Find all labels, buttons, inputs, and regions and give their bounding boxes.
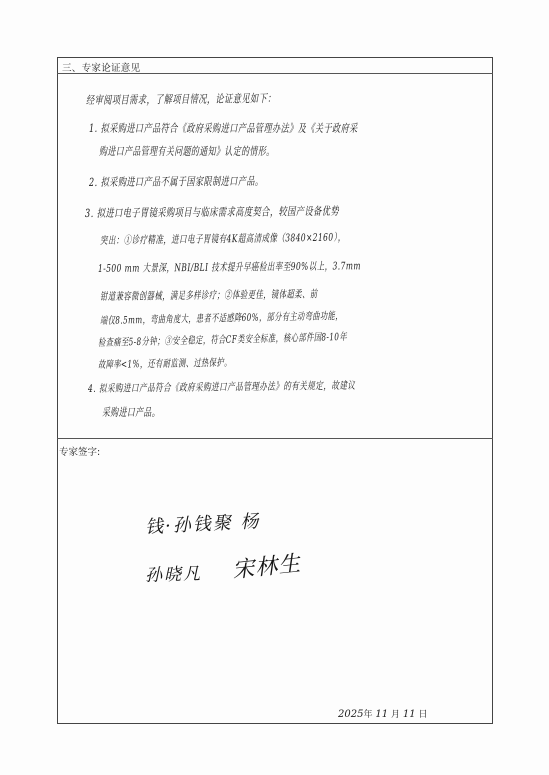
- table-border-right: [492, 57, 493, 724]
- expert-signature-2: 孙晓凡: [144, 564, 203, 586]
- opinion-line: 突出：①诊疗精准，进口电子胃镜有4K超高清成像（3840×2160），: [99, 231, 346, 247]
- opinion-line: 端仅8.5mm，弯曲角度大，患者不适感降60%，部分有主动弯曲功能，: [99, 310, 343, 327]
- opinion-line: 4. 拟采购进口产品符合《政府采购进口产品管理办法》的有关规定，故建议: [87, 379, 356, 395]
- opinion-line: 2. 拟采购进口产品不属于国家限制进口产品。: [88, 174, 264, 189]
- opinion-signature-divider: [57, 438, 493, 439]
- opinion-line: 故障率<1%，还有耐监测、过热保护。: [97, 357, 232, 371]
- date-month-suffix: 月: [390, 710, 400, 720]
- opinion-line: 购进口产品管理有关问题的通知》认定的情形。: [99, 145, 275, 158]
- opinion-line: 3. 拟进口电子胃镜采购项目与临床需求高度契合，较国产设备优势: [84, 204, 340, 220]
- table-border-top: [57, 57, 493, 58]
- expert-signature-1: 钱·孙钱聚 杨: [144, 510, 262, 539]
- expert-signature-3: 宋林生: [231, 551, 303, 584]
- date-year: 2025: [338, 709, 364, 720]
- opinion-line: 经审阅项目需求，了解项目情况，论证意见如下：: [85, 92, 276, 107]
- opinion-line: 1-500 mm 大景深，NBI/BLI 技术提升早癌检出率至90%以上，3.7mm: [97, 260, 361, 275]
- date-month: 11: [375, 709, 389, 720]
- date-day-suffix: 日: [418, 710, 428, 720]
- section-title: 三、专家论证意见: [62, 63, 141, 74]
- table-border-bottom: [57, 723, 493, 724]
- signature-label: 专家签字:: [59, 447, 101, 458]
- opinion-line: 采购进口产品。: [102, 406, 161, 419]
- table-border-left: [57, 57, 58, 724]
- signing-date: [338, 707, 427, 720]
- date-year-suffix: 年: [363, 710, 373, 720]
- opinion-line: 检查痛至5-8分钟；③安全稳定，符合CF类安全标准，核心部件国8-10年: [97, 331, 348, 349]
- opinion-line: 1. 拟采购进口产品符合《政府采购进口产品管理办法》及《关于政府采: [89, 122, 358, 135]
- opinion-line: 钳道兼容微创器械，满足多样诊疗；②体验更佳，镜体超柔、前: [99, 288, 318, 303]
- date-day: 11: [402, 709, 416, 720]
